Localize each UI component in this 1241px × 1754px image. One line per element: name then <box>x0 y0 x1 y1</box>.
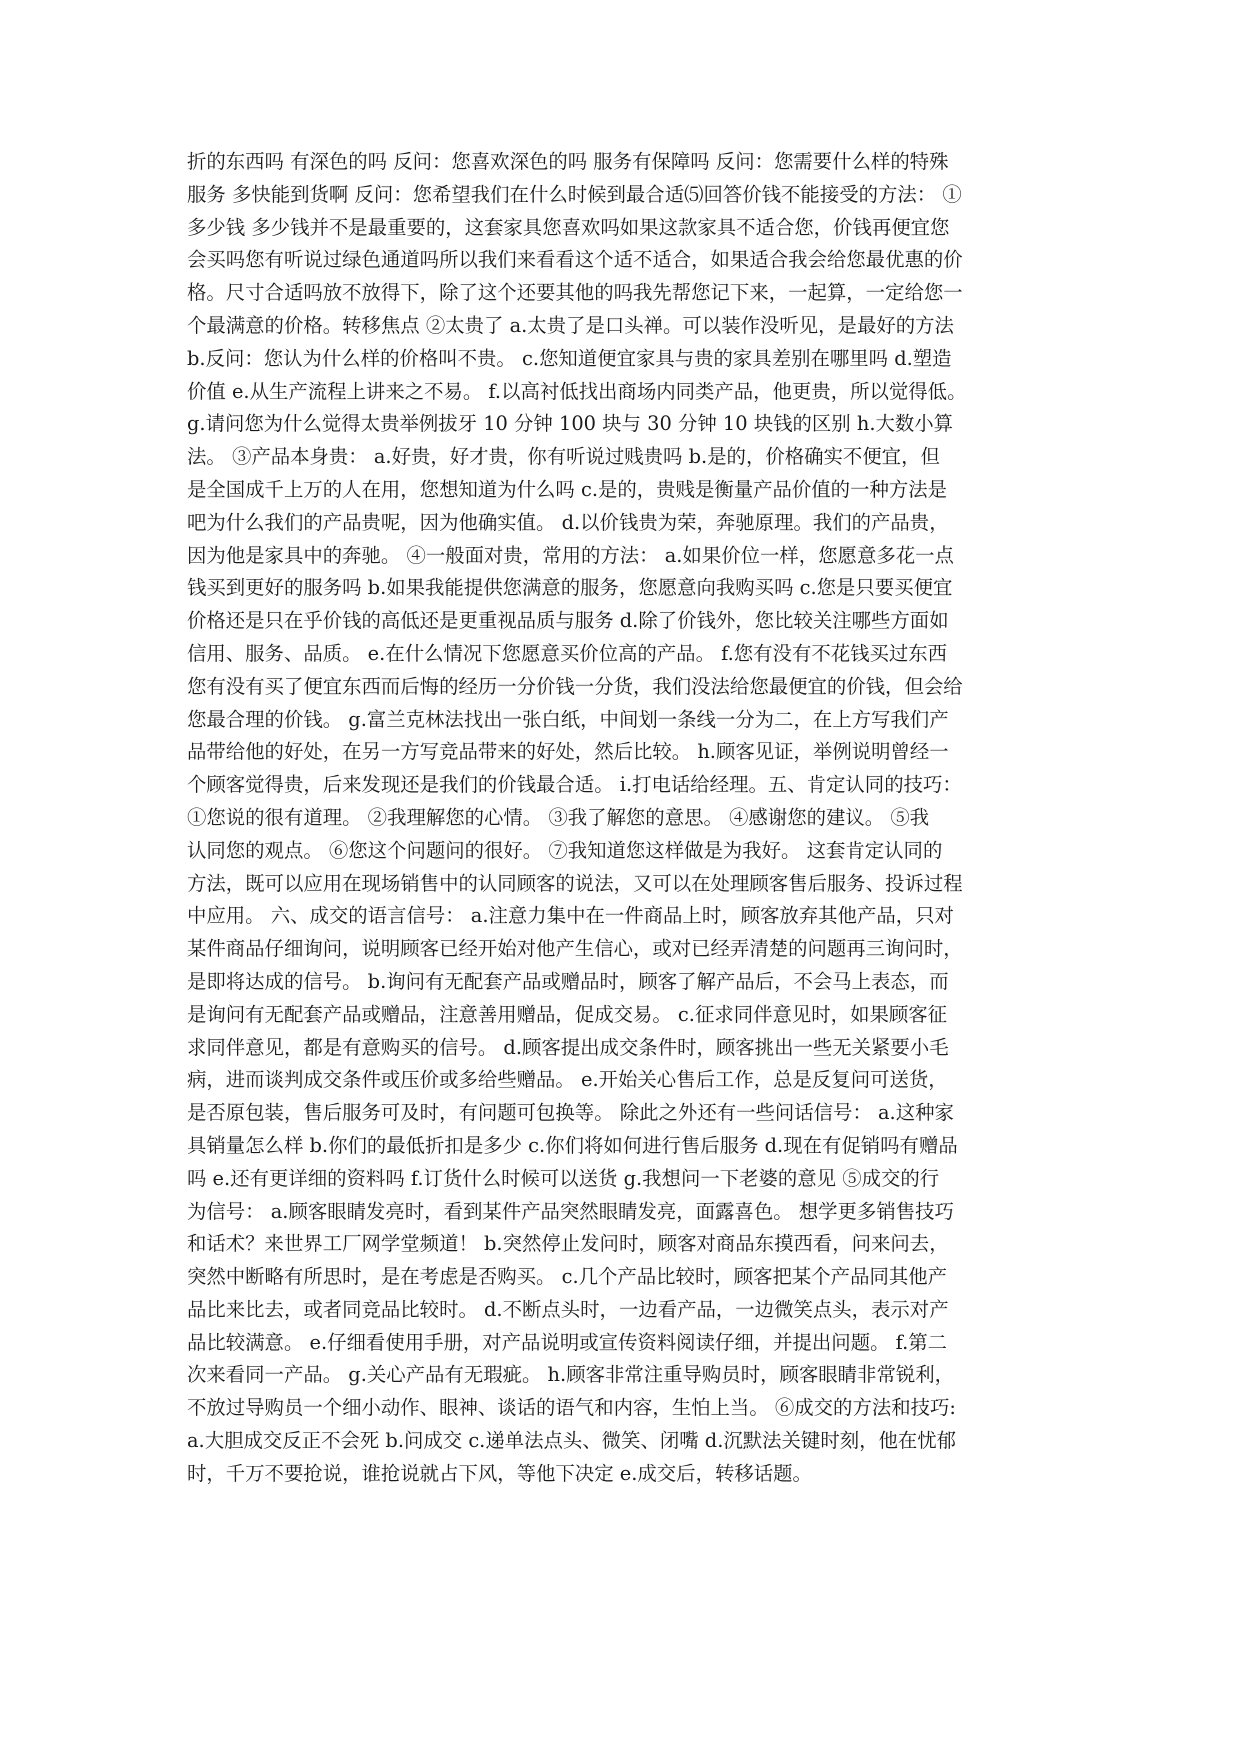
text-line: 品比较满意。 e.仔细看使用手册，对产品说明或宣传资料阅读仔细，并提出问题。 f.第二 <box>187 1330 948 1354</box>
text-line: 方法，既可以应用在现场销售中的认同顾客的说法，又可以在处理顾客售后服务、投诉过程 <box>187 871 963 895</box>
text-line: 时，千万不要抢说，谁抢说就占下风，等他下决定 e.成交后，转移话题。 <box>187 1461 812 1485</box>
text-line: 品带给他的好处，在另一方写竞品带来的好处，然后比较。 h.顾客见证，举例说明曾经一 <box>187 740 949 764</box>
text-line: 服务 多快能到货啊 反问：您希望我们在什么时候到最合适⑸回答价钱不能接受的方法： ① <box>187 182 962 206</box>
text-line: 多少钱 多少钱并不是最重要的，这套家具您喜欢吗如果这款家具不适合您，价钱再便宜您 <box>187 215 950 239</box>
text-line: 是询问有无配套产品或赠品，注意善用赠品，促成交易。 c.征求同伴意见时，如果顾客征 <box>187 1002 948 1026</box>
text-line: 不放过导购员一个细小动作、眼神、谈话的语气和内容，生怕上当。 ⑥成交的方法和技巧: <box>187 1396 956 1420</box>
text-line: 具销量怎么样 b.你们的最低折扣是多少 c.你们将如何进行售后服务 d.现在有促销吗有赠品 <box>187 1133 958 1157</box>
text-line: 个顾客觉得贵，后来发现还是我们的价钱最合适。 i.打电话给经理。五、肯定认同的技巧： <box>187 773 962 797</box>
text-line: 价值 e.从生产流程上讲来之不易。 f.以高衬低找出商场内同类产品，他更贵，所以觉得低。 <box>187 379 967 403</box>
text-line: 会买吗您有听说过绿色通道吗所以我们来看看这个适不适合，如果适合我会给您最优惠的价 <box>187 248 963 272</box>
text-line: 为信号： a.顾客眼睛发亮时，看到某件产品突然眼睛发亮，面露喜色。 想学更多销售技巧 <box>187 1199 954 1223</box>
text-line: g.请问您为什么觉得太贵举例拔牙 10 分钟 100 块与 30 分钟 10 块钱的区别 h.大数小算 <box>187 412 954 436</box>
text-line: 信用、服务、品质。 e.在什么情况下您愿意买价位高的产品。 f.您有没有不花钱买过东西 <box>187 641 948 665</box>
text-line: 个最满意的价格。转移焦点 ②太贵了 a.太贵了是口头禅。可以装作没听见，是最好的方法 <box>187 313 954 337</box>
text-line: 格。尺寸合适吗放不放得下，除了这个还要其他的吗我先帮您记下来，一起算，一定给您一 <box>187 281 963 305</box>
text-line: 价格还是只在乎价钱的高低还是更重视品质与服务 d.除了价钱外，您比较关注哪些方面如 <box>187 609 949 633</box>
text-line: 次来看同一产品。 g.关心产品有无瑕疵。 h.顾客非常注重导购员时，顾客眼睛非常锐利， <box>187 1363 955 1387</box>
text-line: 认同您的观点。 ⑥您这个问题问的很好。 ⑦我知道您这样做是为我好。 这套肯定认同的 <box>187 838 943 862</box>
text-line: 病，进而谈判成交条件或压价或多给些赠品。 e.开始关心售后工作，总是反复问可送货， <box>187 1068 948 1092</box>
text-line: 是即将达成的信号。 b.询问有无配套产品或赠品时，顾客了解产品后，不会马上表态，而 <box>187 969 949 993</box>
text-line: 吧为什么我们的产品贵呢，因为他确实值。 d.以价钱贵为荣，奔驰原理。我们的产品贵， <box>187 510 949 534</box>
body-text <box>187 146 1057 1491</box>
text-line: ①您说的很有道理。 ②我理解您的心情。 ③我了解您的意思。 ④感谢您的建议。 ⑤我 <box>187 805 930 829</box>
text-line: 中应用。 六、成交的语言信号： a.注意力集中在一件商品上时，顾客放弃其他产品，只对 <box>187 904 954 928</box>
text-line: 您有没有买了便宜东西而后悔的经历一分价钱一分货，我们没法给您最便宜的价钱，但会给 <box>187 674 963 698</box>
text-line: 某件商品仔细询问，说明顾客已经开始对他产生信心，或对已经弄清楚的问题再三询问时， <box>187 937 963 961</box>
text-line: 钱买到更好的服务吗 b.如果我能提供您满意的服务，您愿意向我购买吗 c.您是只要买便宜 <box>187 576 953 600</box>
text-line: b.反问：您认为什么样的价格叫不贵。 c.您知道便宜家具与贵的家具差别在哪里吗 d.塑造 <box>187 346 952 370</box>
text-line: 突然中断略有所思时，是在考虑是否购买。 c.几个产品比较时，顾客把某个产品同其他产 <box>187 1265 948 1289</box>
text-line: 因为他是家具中的奔驰。 ④一般面对贵，常用的方法： a.如果价位一样，您愿意多花一点 <box>187 543 954 567</box>
text-line: 和话术？来世界工厂网学堂频道！ b.突然停止发问时，顾客对商品东摸西看，问来问去， <box>187 1232 949 1256</box>
text-line: 品比来比去，或者同竞品比较时。 d.不断点头时，一边看产品，一边微笑点头，表示对产 <box>187 1297 949 1321</box>
text-line: 是全国成千上万的人在用，您想知道为什么吗 c.是的，贵贱是衡量产品价值的一种方法是 <box>187 477 948 501</box>
text-line: 求同伴意见，都是有意购买的信号。 d.顾客提出成交条件时，顾客挑出一些无关紧要小毛 <box>187 1035 949 1059</box>
text-line: 吗 e.还有更详细的资料吗 f.订货什么时候可以送货 g.我想问一下老婆的意见 ⑤成交的行 <box>187 1166 940 1190</box>
text-line: 折的东西吗 有深色的吗 反问：您喜欢深色的吗 服务有保障吗 反问：您需要什么样的特殊 <box>187 150 949 173</box>
text-line: a.大胆成交反正不会死 b.问成交 c.递单法点头、微笑、闭嘴 d.沉默法关键时刻，他在忧郁 <box>187 1429 957 1453</box>
text-line: 是否原包装，售后服务可及时，有问题可包换等。 除此之外还有一些问话信号： a.这种家 <box>187 1101 954 1125</box>
text-line: 法。 ③产品本身贵： a.好贵，好才贵，你有听说过贱贵吗 b.是的，价格确实不便宜，但 <box>187 445 940 469</box>
text-line: 您最合理的价钱。 g.富兰克林法找出一张白纸，中间划一条线一分为二，在上方写我们产 <box>187 707 949 731</box>
